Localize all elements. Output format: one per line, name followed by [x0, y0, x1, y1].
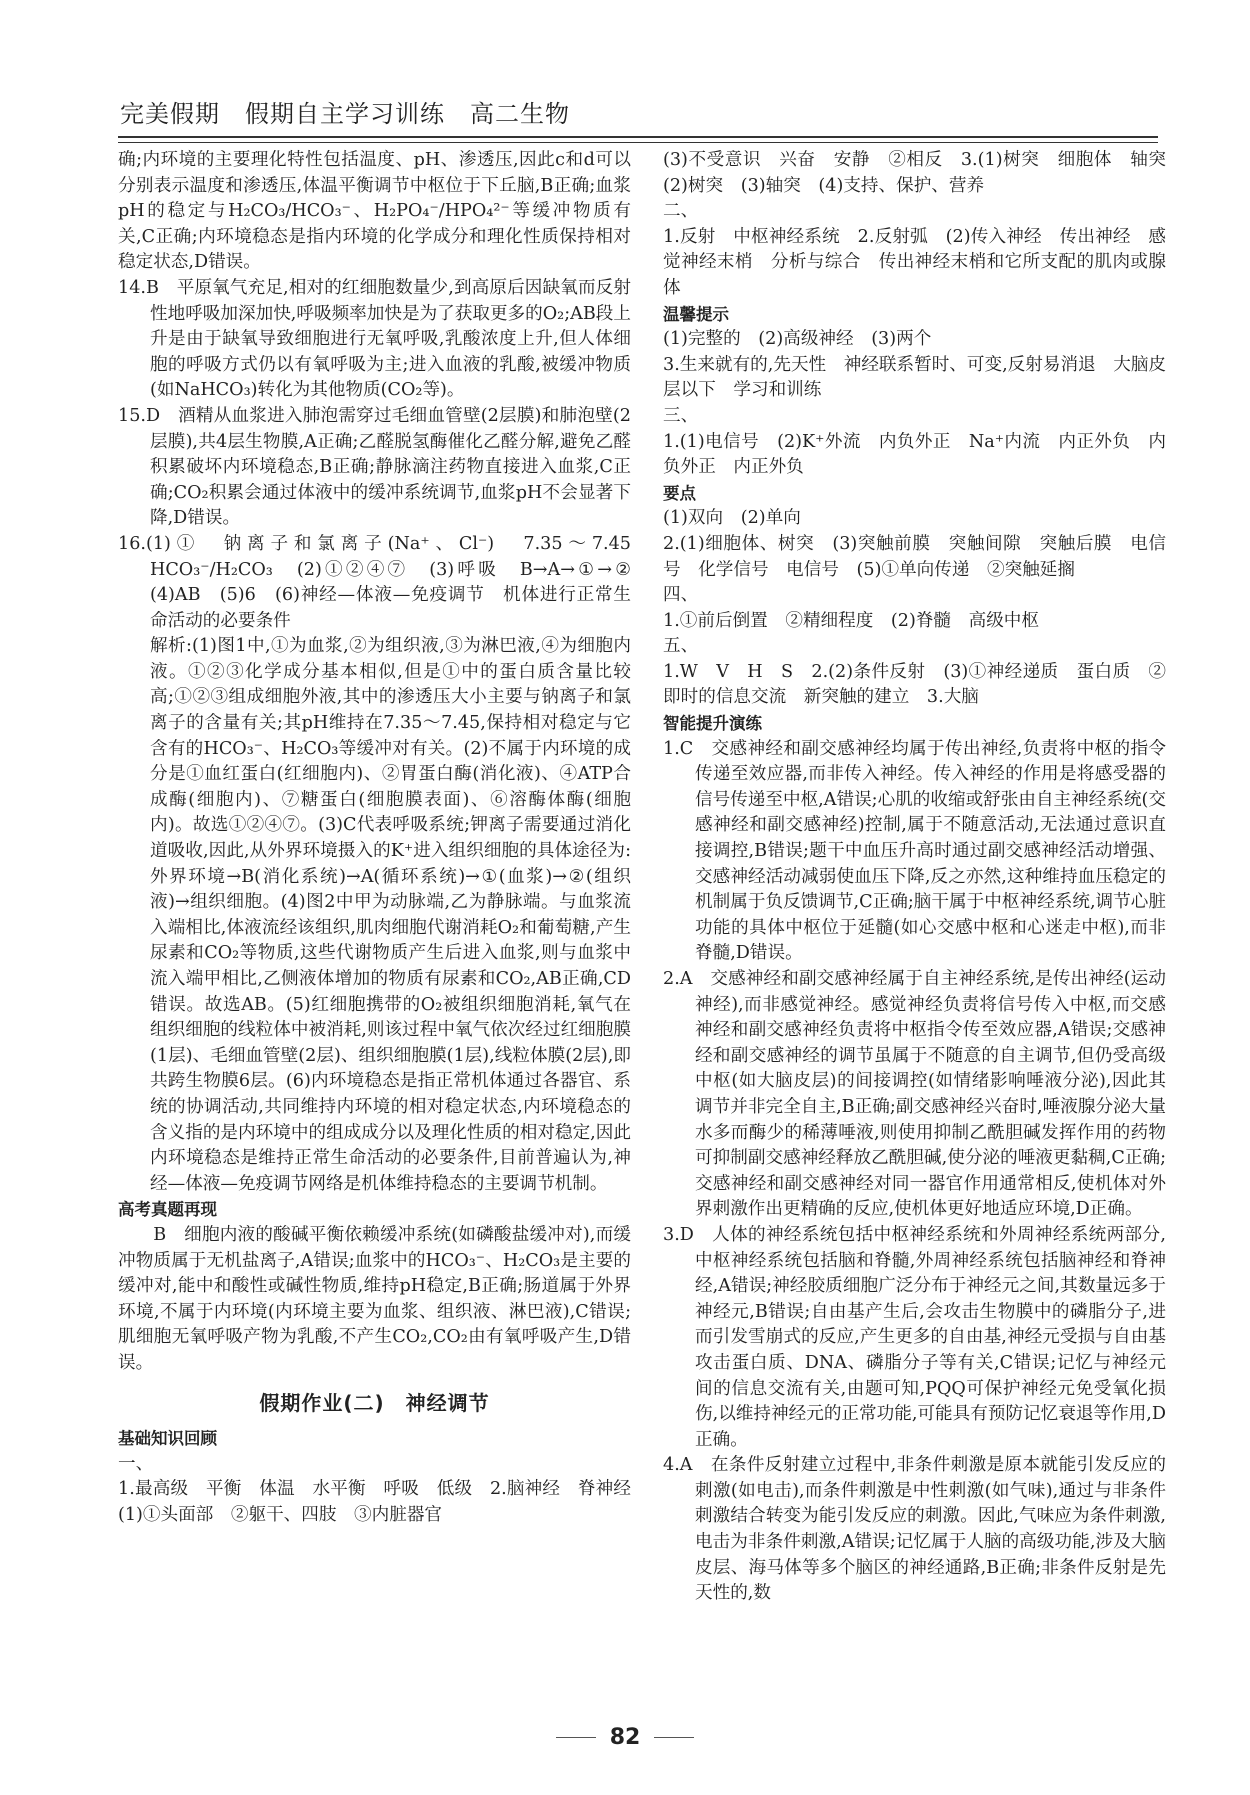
part-one-answers: 1.最高级 平衡 体温 水平衡 呼吸 低级 2.脑神经 脊神经 (1)①头面部 ②躯干、四肢 ③内脏器官	[118, 1479, 649, 1525]
basic-knowledge-heading: 基础知识回顾	[118, 1429, 217, 1449]
answer-13-continuation: 确;内环境的主要理化特性包括温度、pH、渗透压,因此c和d可以分别表示温度和渗透压,体温平衡调节中枢位于下丘脑,B正确;血浆pH的稳定与H₂CO₃/HCO₃⁻、H₂PO₄⁻/HPO₄²⁻等缓冲物质有关,C正确;内环境稳态是指内环境的化学成分和理化性质保持相对稳定状态,D错误。	[118, 150, 631, 273]
practice-answer-2: 2.A 交感神经和副交感神经属于自主神经系统,是传出神经(运动神经),而非感觉神经。感觉神经负责将信号传入中枢,而交感神经和副交感神经负责将中枢指令传至效应器,A错误;交感神经和副交感神经的调节虽属于不随意的自主调节,但仍受高级中枢(如大脑皮层)的间接调控(如情绪影响唾液分泌),因此其调节并非完全自主,B正确;副交感神经兴奋时,唾液腺分泌大量水多而酶少的稀薄唾液,则使用抑制乙酰胆碱发挥作用的药物可抑制副交感神经释放乙酰胆碱,使分泌的唾液更黏稠,C正确;交感神经和副交感神经对同一器官作用通常相反,使机体对外界刺激作出更精确的反应,使机体更好地适应环境,D正确。	[663, 969, 1166, 1220]
answer-14: 14.B 平原氧气充足,相对的红细胞数量少,到高原后因缺氧而反射性地呼吸加深加快,呼吸频率加快是为了获取更多的O₂;AB段上升是由于缺氧导致细胞进行无氧呼吸,乳酸浓度上升,但人体细胞的呼吸方式仍以有氧呼吸为主;进入血液的乳酸,被缓冲物质(如NaHCO₃)转化为其他物质(CO₂等)。	[118, 277, 631, 401]
part-five-label: 五、	[663, 636, 699, 657]
section-title: 假期作业(二) 神经调节	[259, 1390, 490, 1415]
footer-rule-left	[556, 1737, 596, 1738]
practice-answer-3: 3.D 人体的神经系统包括中枢神经系统和外周神经系统两部分,中枢神经系统包括脑和脊髓,外周神经系统包括脑神经和脊神经,A错误;神经胶质细胞广泛分布于神经元之间,其数量远多于神经元,B错误;自由基产生后,会攻击生物膜中的磷脂分子,进而引发雪崩式的反应,产生更多的自由基,神经元受损与自由基攻击蛋白质、DNA、磷脂分子等有关,C错误;记忆与神经元间的信息交流有关,由题可知,PQQ可保护神经元免受氧化损伤,以维持神经元的正常功能,可能具有预防记忆衰退等作用,D正确。	[663, 1224, 1166, 1450]
part-two-answers: 1.反射 中枢神经系统 2.反射弧 (2)传入神经 传出神经 感觉神经末梢 分析与综合 传出神经末梢和它所支配的肌肉或腺体	[663, 226, 1166, 298]
answer-16: 16.(1)① 钠离子和氯离子(Na⁺、Cl⁻) 7.35～7.45 HCO₃⁻/H₂CO₃ (2)①②④⑦ (3)呼吸 B→A→①→② (4)AB (5)6 (6)神经—体液—免疫调节 机体进行正常生命活动的必要条件	[118, 533, 649, 631]
header-title: 完美假期 假期自主学习训练 高二生物	[120, 100, 570, 128]
part-two-label: 二、	[663, 201, 699, 222]
left-column	[118, 148, 649, 1528]
part-one-label: 一、	[118, 1453, 154, 1474]
answer-16-analysis: 解析:(1)图1中,①为血浆,②为组织液,③为淋巴液,④为细胞内液。①②③化学成分基本相似,但是①中的蛋白质含量比较高;①②③组成细胞外液,其中的渗透压大小主要与钠离子和氯离子的含量有关;其pH维持在7.35～7.45,保持相对稳定与它含有的HCO₃⁻、H₂CO₃等缓冲对有关。(2)不属于内环境的成分是①血红蛋白(红细胞内)、②胃蛋白酶(消化液)、④ATP合成酶(细胞内)、⑦糖蛋白(细胞膜表面)、⑥溶酶体酶(细胞内)。故选①②④⑦。(3)C代表呼吸系统;钾离子需要通过消化道吸收,因此,从外界环境摄入的K⁺进入组织细胞的具体途径为:外界环境→B(消化系统)→A(循环系统)→①(血浆)→②(组织液)→组织细胞。(4)图2中甲为动脉端,乙为静脉端。与血浆流入端相比,体液流经该组织,肌肉细胞代谢消耗O₂和葡萄糖,产生尿素和CO₂等物质,这些代谢物质产生后进入血浆,则与血浆中流入端甲相比,乙侧液体增加的物质有尿素和CO₂,AB正确,CD错误。故选AB。(5)红细胞携带的O₂被组织细胞消耗,氧气在组织细胞的线粒体中被消耗,则该过程中氧气依次经过红细胞膜(1层)、毛细血管壁(2层)、组织细胞膜(1层),线粒体膜(2层),即共跨生物膜6层。(6)内环境稳态是指正常机体通过各器官、系统的协调活动,共同维持内环境的相对稳定状态,内环境稳态的含义指的是内环境中的组成成分以及理化性质的相对稳定,因此内环境稳态是维持正常生命活动的必要条件,目前普遍认为,神经—体液—免疫调节网络是机体维持稳态的主要调节机制。	[150, 636, 631, 1194]
footer-rule-right	[654, 1737, 694, 1738]
tips-line-1: (1)完整的 (2)高级神经 (3)两个	[663, 329, 932, 350]
practice-heading: 智能提升演练	[663, 714, 762, 734]
right-column	[663, 148, 1184, 1607]
page-number: 82	[609, 1725, 641, 1750]
key-points-1: (1)双向 (2)单向	[663, 508, 801, 529]
header-rule	[118, 142, 1158, 143]
key-points-2: 2.(1)细胞体、树突 (3)突触前膜 突触间隙 突触后膜 电信号 化学信号 电信号 (5)①单向传递 ②突触延搁	[663, 533, 1166, 580]
part-one-continuation: (3)不受意识 兴奋 安静 ②相反 3.(1)树突 细胞体 轴突 (2)树突 (3)轴突 (4)支持、保护、营养	[663, 150, 1184, 196]
gaokao-answer: B 细胞内液的酸碱平衡依赖缓冲系统(如磷酸盐缓冲对),而缓冲物质属于无机盐离子,A错误;血浆中的HCO₃⁻、H₂CO₃是主要的缓冲对,能中和酸性或碱性物质,维持pH稳定,B正确;肠道属于外界环境,不属于内环境(内环境主要为血浆、组织液、淋巴液),C错误;肌细胞无氧呼吸产物为乳酸,不产生CO₂,CO₂由有氧呼吸产生,D错误。	[118, 1224, 631, 1373]
part-three-label: 三、	[663, 405, 699, 426]
practice-answer-4: 4.A 在条件反射建立过程中,非条件刺激是原本就能引发反应的刺激(如电击),而条件刺激是中性刺激(如气味),通过与非条件刺激结合转变为能引发反应的刺激。因此,气味应为条件刺激,电击为非条件刺激,A错误;记忆属于人脑的高级功能,涉及大脑皮层、海马体等多个脑区的神经通路,B正确;非条件反射是先天性的,数	[663, 1455, 1166, 1604]
key-points-heading: 要点	[663, 483, 696, 503]
tips-heading: 温馨提示	[663, 304, 729, 324]
part-four-answers: 1.①前后倒置 ②精细程度 (2)脊髓 高级中枢	[663, 610, 1039, 631]
answer-15: 15.D 酒精从血浆进入肺泡需穿过毛细血管壁(2层膜)和肺泡壁(2层膜),共4层生物膜,A正确;乙醛脱氢酶催化乙醛分解,避免乙醛积累破坏内环境稳态,B正确;静脉滴注药物直接进入血浆,C正确;CO₂积累会通过体液中的缓冲系统调节,血浆pH不会显著下降,D错误。	[118, 405, 631, 529]
gaokao-heading: 高考真题再现	[118, 1200, 217, 1220]
running-header	[118, 92, 1158, 138]
practice-answer-1: 1.C 交感神经和副交感神经均属于传出神经,负责将中枢的指令传递至效应器,而非传入神经。传入神经的作用是将感受器的信号传递至中枢,A错误;心肌的收缩或舒张由自主神经系统(交感神经和副交感神经)控制,属于不随意活动,无法通过意识直接调控,B错误;题干中血压升高时通过副交感神经活动增强、交感神经活动减弱使血压下降,反之亦然,这种维持血压稳定的机制属于负反馈调节,C正确;脑干属于中枢神经系统,调节心脏功能的具体中枢位于延髓(如心交感中枢和心迷走中枢),而非脊髓,D错误。	[663, 738, 1166, 964]
part-three-answers: 1.(1)电信号 (2)K⁺外流 内负外正 Na⁺内流 内正外负 内负外正 内正外负	[663, 431, 1166, 478]
tips-line-3: 3.生来就有的,先天性 神经联系暂时、可变,反射易消退 大脑皮层以下 学习和训练	[663, 354, 1167, 401]
part-five-answers: 1.W V H S 2.(2)条件反射 (3)①神经递质 蛋白质 ②即时的信息交流 新突触的建立 3.大脑	[663, 661, 1166, 708]
part-four-label: 四、	[663, 585, 699, 606]
page-footer	[0, 1725, 1250, 1750]
